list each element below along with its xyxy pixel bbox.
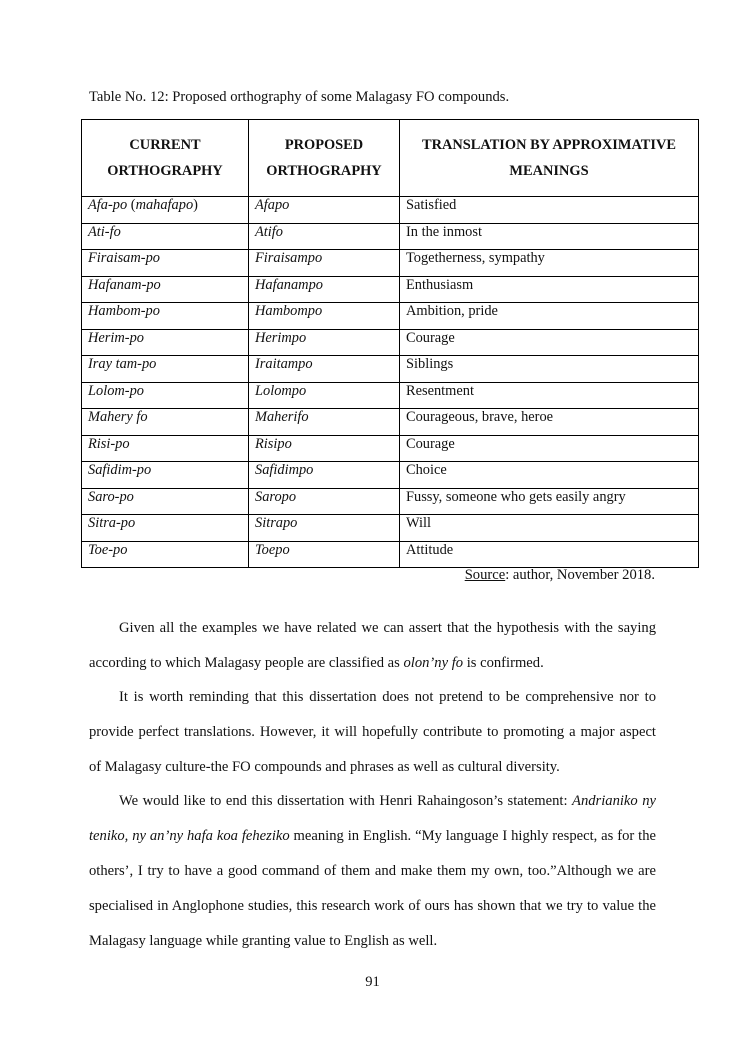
translation-cell: Resentment <box>400 382 699 409</box>
proposed-cell: Risipo <box>249 435 400 462</box>
proposed-cell: Firaisampo <box>249 250 400 277</box>
table-row <box>82 541 699 568</box>
table-row <box>82 276 699 303</box>
current-cell: Toe-po <box>82 541 249 568</box>
current-cell: Herim-po <box>82 329 249 356</box>
current-cell: Sitra-po <box>82 515 249 542</box>
translation-cell: Courage <box>400 435 699 462</box>
table-header-row <box>82 120 699 197</box>
table-row <box>82 356 699 383</box>
table-row <box>82 382 699 409</box>
current-cell: Iray tam-po <box>82 356 249 383</box>
paragraph-reminder: It is worth reminding that this dissertation does not pretend to be comprehensive nor to provide perfect translations. However, it will hopefully contribute to promoting a major aspect of Malagasy culture-the FO compounds and phrases as well as cultural diversity. <box>89 689 656 775</box>
table-source <box>465 567 655 584</box>
proposed-cell: Afapo <box>249 197 400 224</box>
source-label: Source <box>464 567 506 583</box>
translation-cell: Courage <box>400 329 699 356</box>
current-cell: Saro-po <box>82 488 249 515</box>
table-row <box>82 462 699 489</box>
current-cell: Afa-po (mahafapo) <box>82 197 249 224</box>
translation-cell: In the inmost <box>400 223 699 250</box>
translation-cell: Will <box>400 515 699 542</box>
table-row <box>82 329 699 356</box>
table-caption: Table No. 12: Proposed orthography of some Malagasy FO compounds. <box>89 89 510 105</box>
italic-term: olon’ny fo <box>403 655 464 671</box>
header-current-orthography: CURRENT ORTHOGRAPHY <box>82 120 249 197</box>
table-row <box>82 515 699 542</box>
source-text: : author, November 2018. <box>505 567 655 583</box>
current-cell: Firaisam-po <box>82 250 249 277</box>
proposed-cell: Toepo <box>249 541 400 568</box>
translation-cell: Enthusiasm <box>400 276 699 303</box>
paragraph-closing: We would like to end this dissertation with Henri Rahaingoson’s statement: Andrianiko ny teniko, ny an’ny hafa koa feheziko meaning in English. “My language I highly respect, as for the others’, I try to have a good command of them and make them my own, too.”Although we are specialised in Anglophone studies, this research work of ours has shown that we try to value the Malagasy language while granting value to English as well. <box>89 793 656 949</box>
proposed-cell: Herimpo <box>249 329 400 356</box>
table-row <box>82 303 699 330</box>
table-row <box>82 435 699 462</box>
translation-cell: Fussy, someone who gets easily angry <box>400 488 699 515</box>
current-cell: Lolom-po <box>82 382 249 409</box>
current-cell: Ati-fo <box>82 223 249 250</box>
translation-cell: Choice <box>400 462 699 489</box>
proposed-cell: Atifo <box>249 223 400 250</box>
orthography-table <box>81 119 699 568</box>
header-translation: TRANSLATION BY APPROXIMATIVE MEANINGS <box>400 120 699 197</box>
current-cell: Risi-po <box>82 435 249 462</box>
proposed-cell: Lolompo <box>249 382 400 409</box>
translation-cell: Siblings <box>400 356 699 383</box>
proposed-cell: Safidimpo <box>249 462 400 489</box>
translation-cell: Courageous, brave, heroe <box>400 409 699 436</box>
proposed-cell: Saropo <box>249 488 400 515</box>
current-cell: Mahery fo <box>82 409 249 436</box>
proposed-cell: Iraitampo <box>249 356 400 383</box>
proposed-cell: Hambompo <box>249 303 400 330</box>
table-row <box>82 223 699 250</box>
page-number: 91 <box>365 974 380 990</box>
table-row <box>82 488 699 515</box>
italic-quote: Andrianiko ny teniko, ny an’ny hafa koa feheziko <box>89 793 656 844</box>
current-cell: Hambom-po <box>82 303 249 330</box>
proposed-cell: Hafanampo <box>249 276 400 303</box>
header-proposed-orthography: PROPOSED ORTHOGRAPHY <box>249 120 400 197</box>
translation-cell: Ambition, pride <box>400 303 699 330</box>
current-cell: Safidim-po <box>82 462 249 489</box>
proposed-cell: Maherifo <box>249 409 400 436</box>
proposed-cell: Sitrapo <box>249 515 400 542</box>
translation-cell: Togetherness, sympathy <box>400 250 699 277</box>
table-row <box>82 197 699 224</box>
table-row <box>82 409 699 436</box>
current-cell: Hafanam-po <box>82 276 249 303</box>
translation-cell: Satisfied <box>400 197 699 224</box>
paragraph-conclusion: Given all the examples we have related we can assert that the hypothesis with the saying according to which Malagasy people are classified as olon’ny fo is confirmed. <box>89 620 656 671</box>
translation-cell: Attitude <box>400 541 699 568</box>
table-row <box>82 250 699 277</box>
